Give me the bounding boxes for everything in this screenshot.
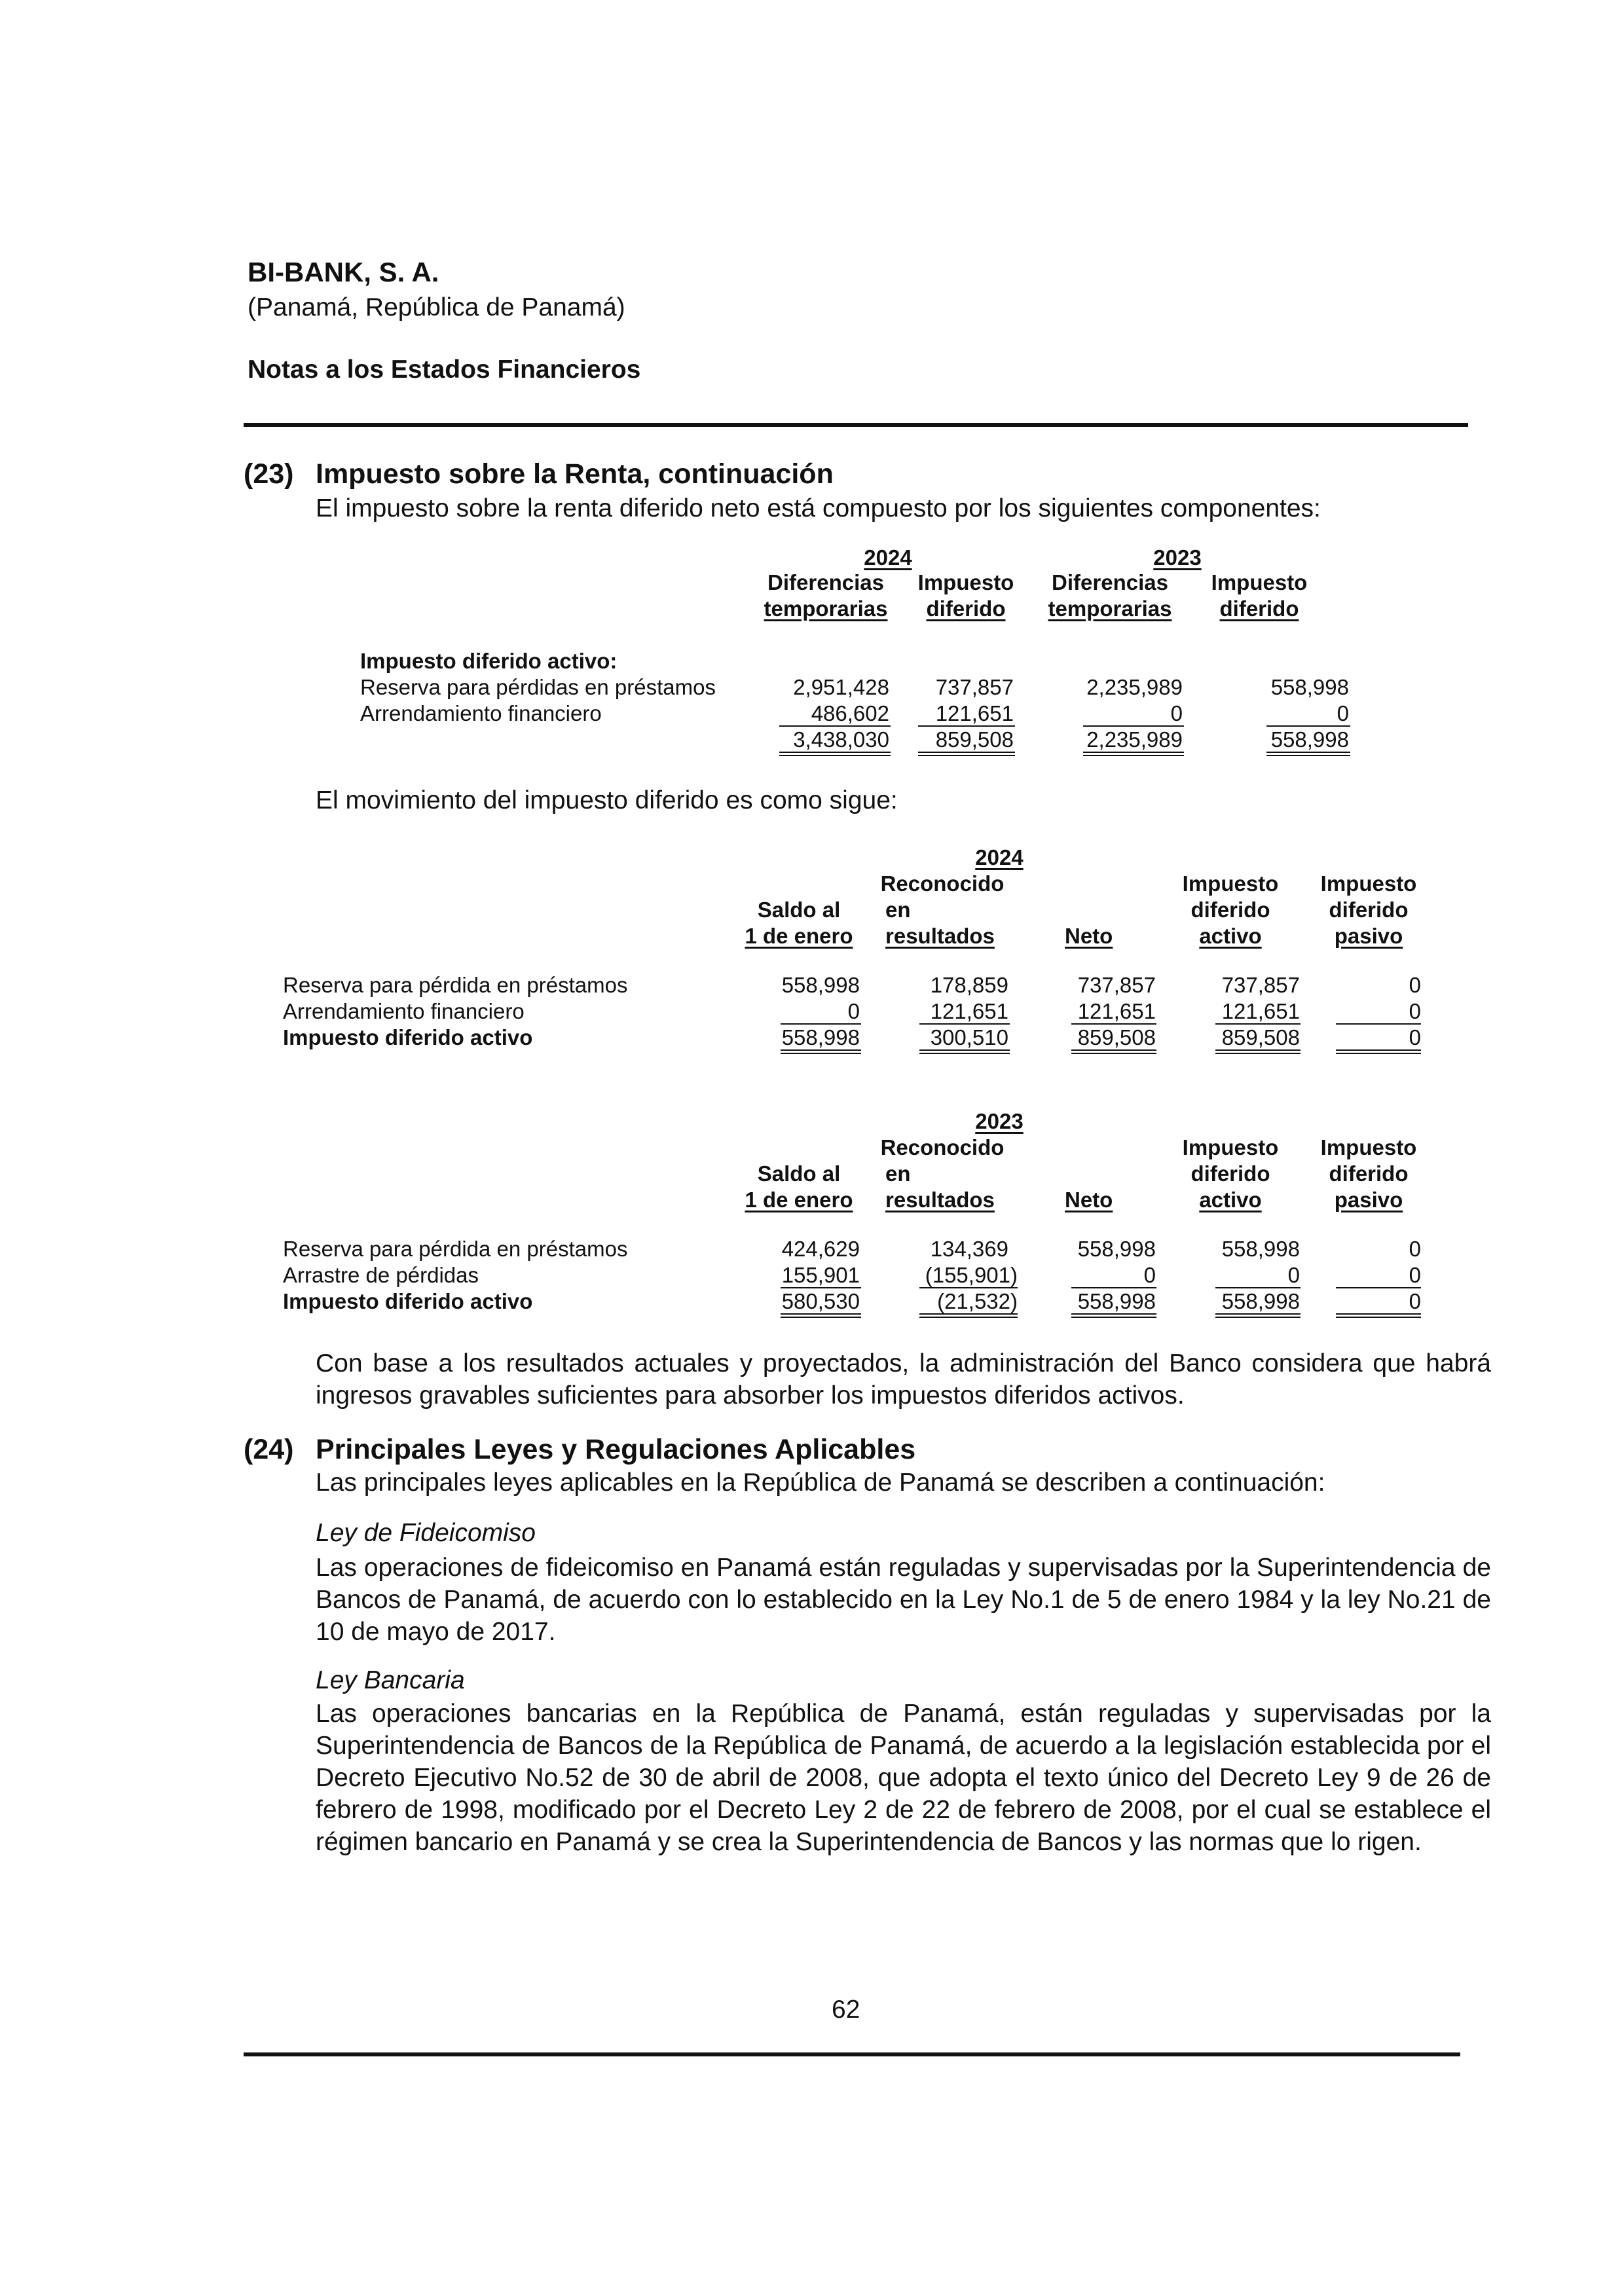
col-header: Diferencias	[1052, 570, 1168, 594]
cell-value: 558,998	[781, 973, 860, 997]
total-double-rule	[1215, 1313, 1301, 1315]
company-location: (Panamá, República de Panamá)	[248, 293, 625, 321]
cell-value: 134,369	[930, 1237, 1008, 1261]
col-header: en	[885, 1161, 911, 1186]
col-header: Saldo al	[757, 1161, 841, 1186]
section-23-conclusion: Con base a los resultados actuales y proyectados, la administración del Banco considera que habrá ingresos gravables suficientes para absorber los impuestos diferidos activos.	[316, 1349, 1491, 1410]
total-value: 0	[1409, 1025, 1421, 1049]
total-double-rule	[1071, 1053, 1156, 1054]
col-header: Impuesto	[1182, 871, 1279, 896]
cell-value: 121,651	[935, 701, 1014, 725]
cell-value: 0	[1170, 701, 1183, 725]
cell-value: 2,951,428	[793, 675, 889, 699]
col-header: Neto	[1065, 1188, 1113, 1212]
total-value: 859,508	[1221, 1025, 1300, 1049]
total-double-rule	[1071, 1317, 1156, 1318]
col-header: Neto	[1065, 924, 1113, 948]
total-double-rule	[1336, 1317, 1421, 1318]
cell-value: 0	[1409, 999, 1421, 1023]
total-value: (21,532)	[937, 1289, 1018, 1313]
year-header: 2024	[975, 845, 1024, 869]
total-double-rule	[1071, 1049, 1156, 1051]
row-label: Reserva para pérdida en préstamos	[283, 973, 628, 997]
col-header: 1 de enero	[745, 1188, 853, 1212]
cell-value: (155,901)	[925, 1263, 1018, 1287]
section-23-intro: El impuesto sobre la renta diferido neto está compuesto por los siguientes componentes:	[316, 494, 1321, 522]
col-header: diferido	[1329, 898, 1409, 922]
cell-value: 155,901	[781, 1263, 860, 1287]
total-value: 859,508	[935, 727, 1014, 752]
cell-value: 121,651	[1221, 999, 1300, 1023]
total-label: Impuesto diferido activo	[283, 1025, 533, 1049]
col-header: Diferencias	[767, 570, 884, 594]
col-header: 1 de enero	[745, 924, 853, 948]
subsection-text: Las operaciones bancarias en la República de Panamá, están reguladas y supervisadas por la Superintendencia de Bancos de la República de Panamá, de acuerdo a la legislación establecida por el Decreto Ejecutivo No.52 de 30 de abril de 2008, que adopta el texto único del Decreto Ley 9 de 26 de febrero de 1998, modificado por el Decreto Ley 2 de 22 de febrero de 2008, por el cual se establece el régimen bancario en Panamá y se crea la Superintendencia de Bancos y las normas que lo rigen.	[316, 1700, 1491, 1856]
section-24-title: Principales Leyes y Regulaciones Aplicables	[316, 1434, 916, 1465]
section-24-intro: Las principales leyes aplicables en la República de Panamá se describen a continuación:	[316, 1468, 1325, 1497]
cell-value: 0	[1143, 1263, 1156, 1287]
section-24-number: (24)	[244, 1434, 294, 1465]
total-value: 300,510	[930, 1025, 1008, 1049]
col-header: Impuesto	[1320, 1135, 1417, 1159]
total-double-rule	[1266, 755, 1350, 756]
col-header: Reconocido	[880, 1135, 1005, 1159]
total-double-rule	[1083, 752, 1184, 753]
page-number: 62	[832, 1995, 860, 2024]
row-label: Arrendamiento financiero	[283, 999, 525, 1023]
cell-value: 486,602	[811, 701, 889, 725]
total-double-rule	[918, 755, 1015, 756]
col-header: activo	[1199, 924, 1262, 948]
cell-value: 424,629	[781, 1237, 860, 1261]
footer-rule	[244, 2052, 1460, 2056]
total-double-rule	[1083, 755, 1184, 756]
col-header: diferido	[926, 596, 1006, 621]
cell-value: 558,998	[1270, 675, 1349, 699]
header-rule	[244, 423, 1468, 427]
col-header: diferido	[1329, 1161, 1409, 1186]
total-double-rule	[1266, 752, 1350, 753]
total-double-rule	[1336, 1313, 1421, 1315]
total-double-rule	[919, 1053, 1010, 1054]
year-2024-header: 2024	[864, 545, 912, 570]
col-header: diferido	[1190, 1161, 1270, 1186]
total-double-rule	[779, 752, 891, 753]
total-value: 558,998	[781, 1025, 860, 1049]
row-label: Arrendamiento financiero	[360, 701, 602, 725]
col-header: Impuesto	[1182, 1135, 1279, 1159]
subsection-title: Ley de Fideicomiso	[316, 1519, 536, 1547]
cell-value: 558,998	[1221, 1237, 1300, 1261]
total-double-rule	[779, 755, 891, 756]
total-double-rule	[919, 1049, 1010, 1051]
col-header: activo	[1199, 1188, 1262, 1212]
cell-value: 121,651	[930, 999, 1008, 1023]
total-double-rule	[781, 1049, 861, 1051]
subsection-title: Ley Bancaria	[316, 1666, 465, 1694]
total-label: Impuesto diferido activo	[283, 1289, 533, 1313]
cell-value: 737,857	[1077, 973, 1156, 997]
col-header: temporarias	[764, 596, 888, 621]
col-header: resultados	[885, 924, 995, 948]
col-header: pasivo	[1334, 1188, 1403, 1212]
col-header: resultados	[885, 1188, 995, 1212]
total-value: 558,998	[1221, 1289, 1300, 1313]
col-header: en	[885, 898, 911, 922]
total-double-rule	[781, 1317, 861, 1318]
total-value: 2,235,989	[1086, 727, 1183, 752]
total-double-rule	[919, 1313, 1018, 1315]
col-header: Saldo al	[757, 898, 841, 922]
total-double-rule	[918, 752, 1015, 753]
section-23-title: Impuesto sobre la Renta, continuación	[316, 458, 834, 490]
col-header: diferido	[1190, 898, 1270, 922]
total-double-rule	[1336, 1053, 1421, 1054]
total-double-rule	[781, 1053, 861, 1054]
col-header: Impuesto	[1211, 570, 1308, 594]
cell-value: 0	[1409, 1237, 1421, 1261]
cell-value: 121,651	[1077, 999, 1156, 1023]
row-label: Reserva para pérdida en préstamos	[283, 1237, 628, 1261]
year-2023-header: 2023	[1153, 545, 1202, 570]
col-header: Impuesto	[917, 570, 1014, 594]
cell-value: 0	[1287, 1263, 1300, 1287]
col-header: diferido	[1219, 596, 1299, 621]
col-header: temporarias	[1048, 596, 1172, 621]
total-double-rule	[1215, 1317, 1301, 1318]
col-header: Reconocido	[880, 871, 1005, 896]
cell-value: 0	[1409, 973, 1421, 997]
total-double-rule	[1071, 1313, 1156, 1315]
cell-value: 2,235,989	[1086, 675, 1183, 699]
cell-value: 558,998	[1077, 1237, 1156, 1261]
document-title: Notas a los Estados Financieros	[248, 355, 641, 384]
col-header: Impuesto	[1320, 871, 1417, 896]
total-value: 0	[1409, 1289, 1421, 1313]
cell-value: 0	[1337, 701, 1349, 725]
total-value: 580,530	[781, 1289, 860, 1313]
total-double-rule	[1215, 1049, 1301, 1051]
section-23-number: (23)	[244, 458, 294, 490]
movement-intro: El movimiento del impuesto diferido es como sigue:	[316, 786, 898, 814]
cell-value: 0	[1409, 1263, 1421, 1287]
cell-value: 737,857	[1221, 973, 1300, 997]
total-double-rule	[919, 1317, 1018, 1318]
total-value: 3,438,030	[793, 727, 889, 752]
total-double-rule	[1215, 1053, 1301, 1054]
cell-value: 178,859	[930, 973, 1008, 997]
row-label: Reserva para pérdidas en préstamos	[360, 675, 716, 699]
total-value: 859,508	[1077, 1025, 1156, 1049]
company-name: BI-BANK, S. A.	[248, 257, 439, 287]
group-label: Impuesto diferido activo:	[360, 649, 618, 673]
total-value: 558,998	[1077, 1289, 1156, 1313]
year-header: 2023	[975, 1109, 1024, 1133]
total-value: 558,998	[1270, 727, 1349, 752]
cell-value: 0	[847, 999, 860, 1023]
row-label: Arrastre de pérdidas	[283, 1263, 479, 1287]
total-double-rule	[781, 1313, 861, 1315]
col-header: pasivo	[1334, 924, 1403, 948]
total-double-rule	[1336, 1049, 1421, 1051]
cell-value: 737,857	[935, 675, 1014, 699]
subsection-text: Las operaciones de fideicomiso en Panamá están reguladas y supervisadas por la Superintendencia de Bancos de Panamá, de acuerdo con lo establecido en la Ley No.1 de 5 de enero 1984 y la ley No.21 de 10 de mayo de 2017.	[316, 1554, 1491, 1646]
